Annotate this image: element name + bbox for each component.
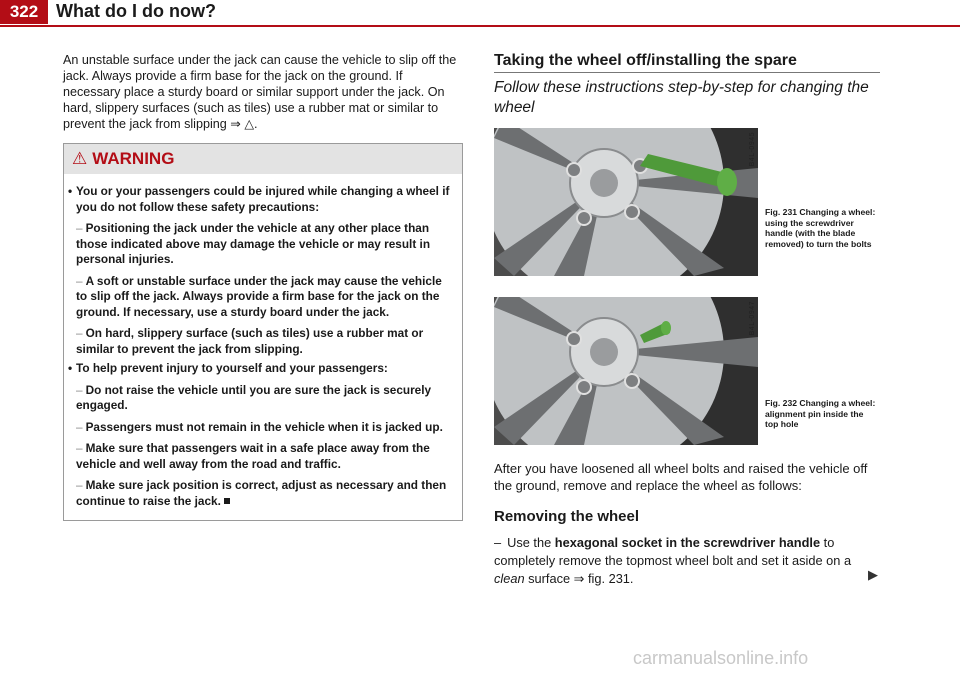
warning-subitem: – On hard, slippery surface (such as tiles) use a rubber mat or similar to prevent the jack from slipping. xyxy=(76,326,424,356)
intro-paragraph: An unstable surface under the jack can cause the vehicle to slip off the jack. Always provide a firm base for the jack on the ground. If necessary place a sturdy board or similar support under the jack. On hard, slippery surfaces (such as tiles) use a rubber mat or similar to prevent the jack from slipping ⇒ △. xyxy=(63,53,457,131)
warning-subitem: – Passengers must not remain in the vehicle when it is jacked up. xyxy=(76,419,443,434)
step-text: surface ⇒ fig. 231. xyxy=(524,571,634,586)
header-rule xyxy=(0,25,960,27)
step-bold-text: hexagonal socket in the screwdriver handle xyxy=(554,535,821,550)
warning-bullet: • To help prevent injury to yourself and your passengers: xyxy=(68,361,388,375)
step-text: Use the xyxy=(507,535,555,550)
warning-subitem: – Make sure that passengers wait in a safe place away from the vehicle and well away from the road and traffic. xyxy=(76,441,430,471)
warning-subitem-text: On hard, slippery surface (such as tiles) use a rubber mat or similar to prevent the jack from slipping. xyxy=(76,326,424,356)
step-text: to completely remove the topmost wheel bolt and set it aside on a xyxy=(494,535,852,568)
step-italic-text: clean xyxy=(494,571,525,586)
section-rule xyxy=(494,72,880,73)
section-title: Taking the wheel off/installing the spare xyxy=(494,52,797,69)
warning-subitem-text: Do not raise the vehicle until you are sure the jack is securely engaged. xyxy=(76,382,432,412)
header-title: What do I do now? xyxy=(56,1,216,21)
page-number: 322 xyxy=(0,0,48,24)
warning-subitem: – A soft or unstable surface under the jack may cause the vehicle to slip off the jack. Always provide a firm base for the jack on the ground. If necessary, use a sturdy board under the jack. xyxy=(76,273,442,319)
warning-subitem-text: A soft or unstable surface under the jack may cause the vehicle to slip off the jack. Always provide a firm base for the jack on the ground. If necessary, use a sturdy board under the jack. xyxy=(76,273,442,319)
warning-triangle-icon: ⚠ xyxy=(72,149,88,168)
figure-232-caption: Fig. 232 Changing a wheel: alignment pin inside the top hole xyxy=(765,398,876,429)
section-subtitle: Follow these instructions step-by-step for changing the wheel xyxy=(494,79,869,116)
warning-subitem: – Do not raise the vehicle until you are sure the jack is securely engaged. xyxy=(76,382,432,412)
warning-header xyxy=(64,144,462,174)
figure-232-image xyxy=(494,297,758,445)
warning-subitem: – Make sure jack position is correct, adjust as necessary and then continue to raise the jack. xyxy=(76,478,447,508)
warning-bullet-text: To help prevent injury to yourself and your passengers: xyxy=(76,361,388,375)
warning-subitem: – Positioning the jack under the vehicle at any other place than those indicated above may damage the vehicle or may result in personal injuries. xyxy=(76,221,431,266)
warning-box xyxy=(63,143,463,521)
warning-bullet: • You or your passengers could be injured while changing a wheel if you do not follow these safety precautions: xyxy=(68,184,450,214)
end-of-section-marker xyxy=(224,498,230,504)
warning-body xyxy=(64,174,462,509)
warning-subitem-text: Make sure jack position is correct, adjust as necessary and then continue to raise the jack. xyxy=(76,478,447,508)
figure-231-image xyxy=(494,128,758,276)
warning-bullet-text: You or your passengers could be injured while changing a wheel if you do not follow these safety precautions: xyxy=(76,184,450,214)
warning-subitem-text: Passengers must not remain in the vehicle when it is jacked up. xyxy=(85,419,443,434)
continue-arrow-icon: ▶ xyxy=(868,567,878,582)
body-paragraph: After you have loosened all wheel bolts and raised the vehicle off the ground, remove and replace the wheel as follows: xyxy=(494,461,868,493)
watermark: carmanualsonline.info xyxy=(633,648,809,668)
warning-subitem-text: Make sure that passengers wait in a safe place away from the vehicle and well away from the road and traffic. xyxy=(76,441,430,471)
warning-subitem-text: Positioning the jack under the vehicle at any other place than those indicated above may damage the vehicle or may result in personal injuries. xyxy=(76,221,431,266)
figure-code: B4L-0947 xyxy=(749,301,756,336)
step-item: – Use the hexagonal socket in the screwdriver handle to completely remove the topmost wheel bolt and set it aside on a clean surface ⇒ fig. 231. xyxy=(494,535,852,586)
removing-wheel-heading: Removing the wheel xyxy=(494,508,640,525)
figure-code: B4L-0945 xyxy=(749,132,756,167)
warning-title: WARNING xyxy=(92,149,175,168)
figure-231-caption: Fig. 231 Changing a wheel: using the screwdriver handle (with the blade removed) to turn the bolts xyxy=(765,207,876,249)
